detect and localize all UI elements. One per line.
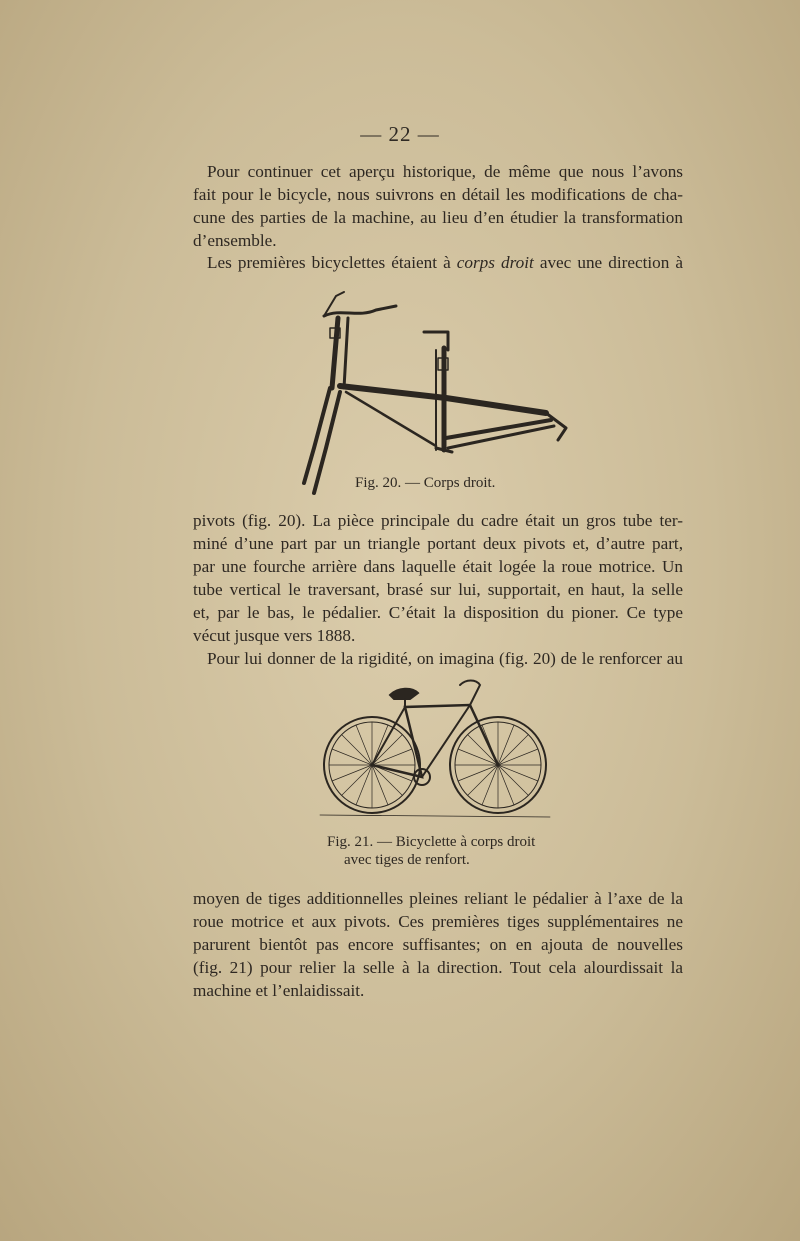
text-line: Pour continuer cet aperçu historique, de même que nous l’avons bbox=[207, 162, 683, 181]
paragraph-pivots bbox=[193, 509, 683, 647]
figure-21-caption-line1: Fig. 21. — Bicyclette à corps droit bbox=[327, 834, 536, 850]
text-line: roue motrice et aux pivots. Ces premières tiges supplémentaires ne bbox=[193, 912, 683, 931]
text-line: machine et l’enlaidissait. bbox=[193, 981, 365, 1000]
text-segment: Les premières bicyclettes étaient à bbox=[207, 253, 457, 272]
text-line: tube vertical le traversant, brasé sur lui, supportait, en haut, la selle bbox=[193, 580, 683, 599]
text-line: parurent bientôt pas encore suffisantes; on en ajouta de nouvelles bbox=[193, 935, 683, 954]
paragraph-tiges bbox=[193, 887, 683, 1002]
bicycle-frame-drawing bbox=[296, 288, 586, 503]
paragraph-rigidite bbox=[193, 647, 683, 670]
emphasis-text: corps droit bbox=[456, 253, 534, 272]
text-line: (fig. 21) pour relier la selle à la direction. Tout cela alourdissait la bbox=[193, 958, 683, 977]
text-line: par une fourche arrière dans laquelle était logée la roue motrice. Un bbox=[193, 557, 683, 576]
bicycle-drawing bbox=[310, 675, 560, 825]
figure-20-frame-illustration bbox=[296, 288, 586, 503]
text-line: moyen de tiges additionnelles pleines reliant le pédalier à l’axe de la bbox=[193, 889, 683, 908]
text-line: et, par le bas, le pédalier. C’était la disposition du pioner. Ce type bbox=[193, 603, 683, 622]
text-line: Pour lui donner de la rigidité, on imagina (fig. 20) de le renforcer au bbox=[207, 649, 683, 668]
text-line: pivots (fig. 20). La pièce principale du cadre était un gros tube ter- bbox=[193, 511, 683, 530]
page-number: — 22 — bbox=[360, 122, 440, 146]
text-line: miné d’une part par un triangle portant deux pivots et, d’autre part, bbox=[193, 534, 683, 553]
text-segment: avec une direction à bbox=[533, 253, 683, 272]
text-line: d’ensemble. bbox=[193, 231, 277, 250]
figure-21-bicycle-illustration bbox=[310, 675, 560, 825]
figure-20-caption: Fig. 20. — Corps droit. bbox=[355, 475, 496, 491]
text-line: fait pour le bicycle, nous suivrons en détail les modifications de cha- bbox=[193, 185, 683, 204]
figure-21-caption-line2: avec tiges de renfort. bbox=[344, 852, 470, 868]
text-line: vécut jusque vers 1888. bbox=[193, 626, 356, 645]
paragraph-intro bbox=[193, 160, 683, 252]
paragraph-corps-droit bbox=[193, 251, 683, 274]
text-line: cune des parties de la machine, au lieu d’en étudier la transformation bbox=[193, 208, 683, 227]
text-line bbox=[193, 251, 683, 274]
